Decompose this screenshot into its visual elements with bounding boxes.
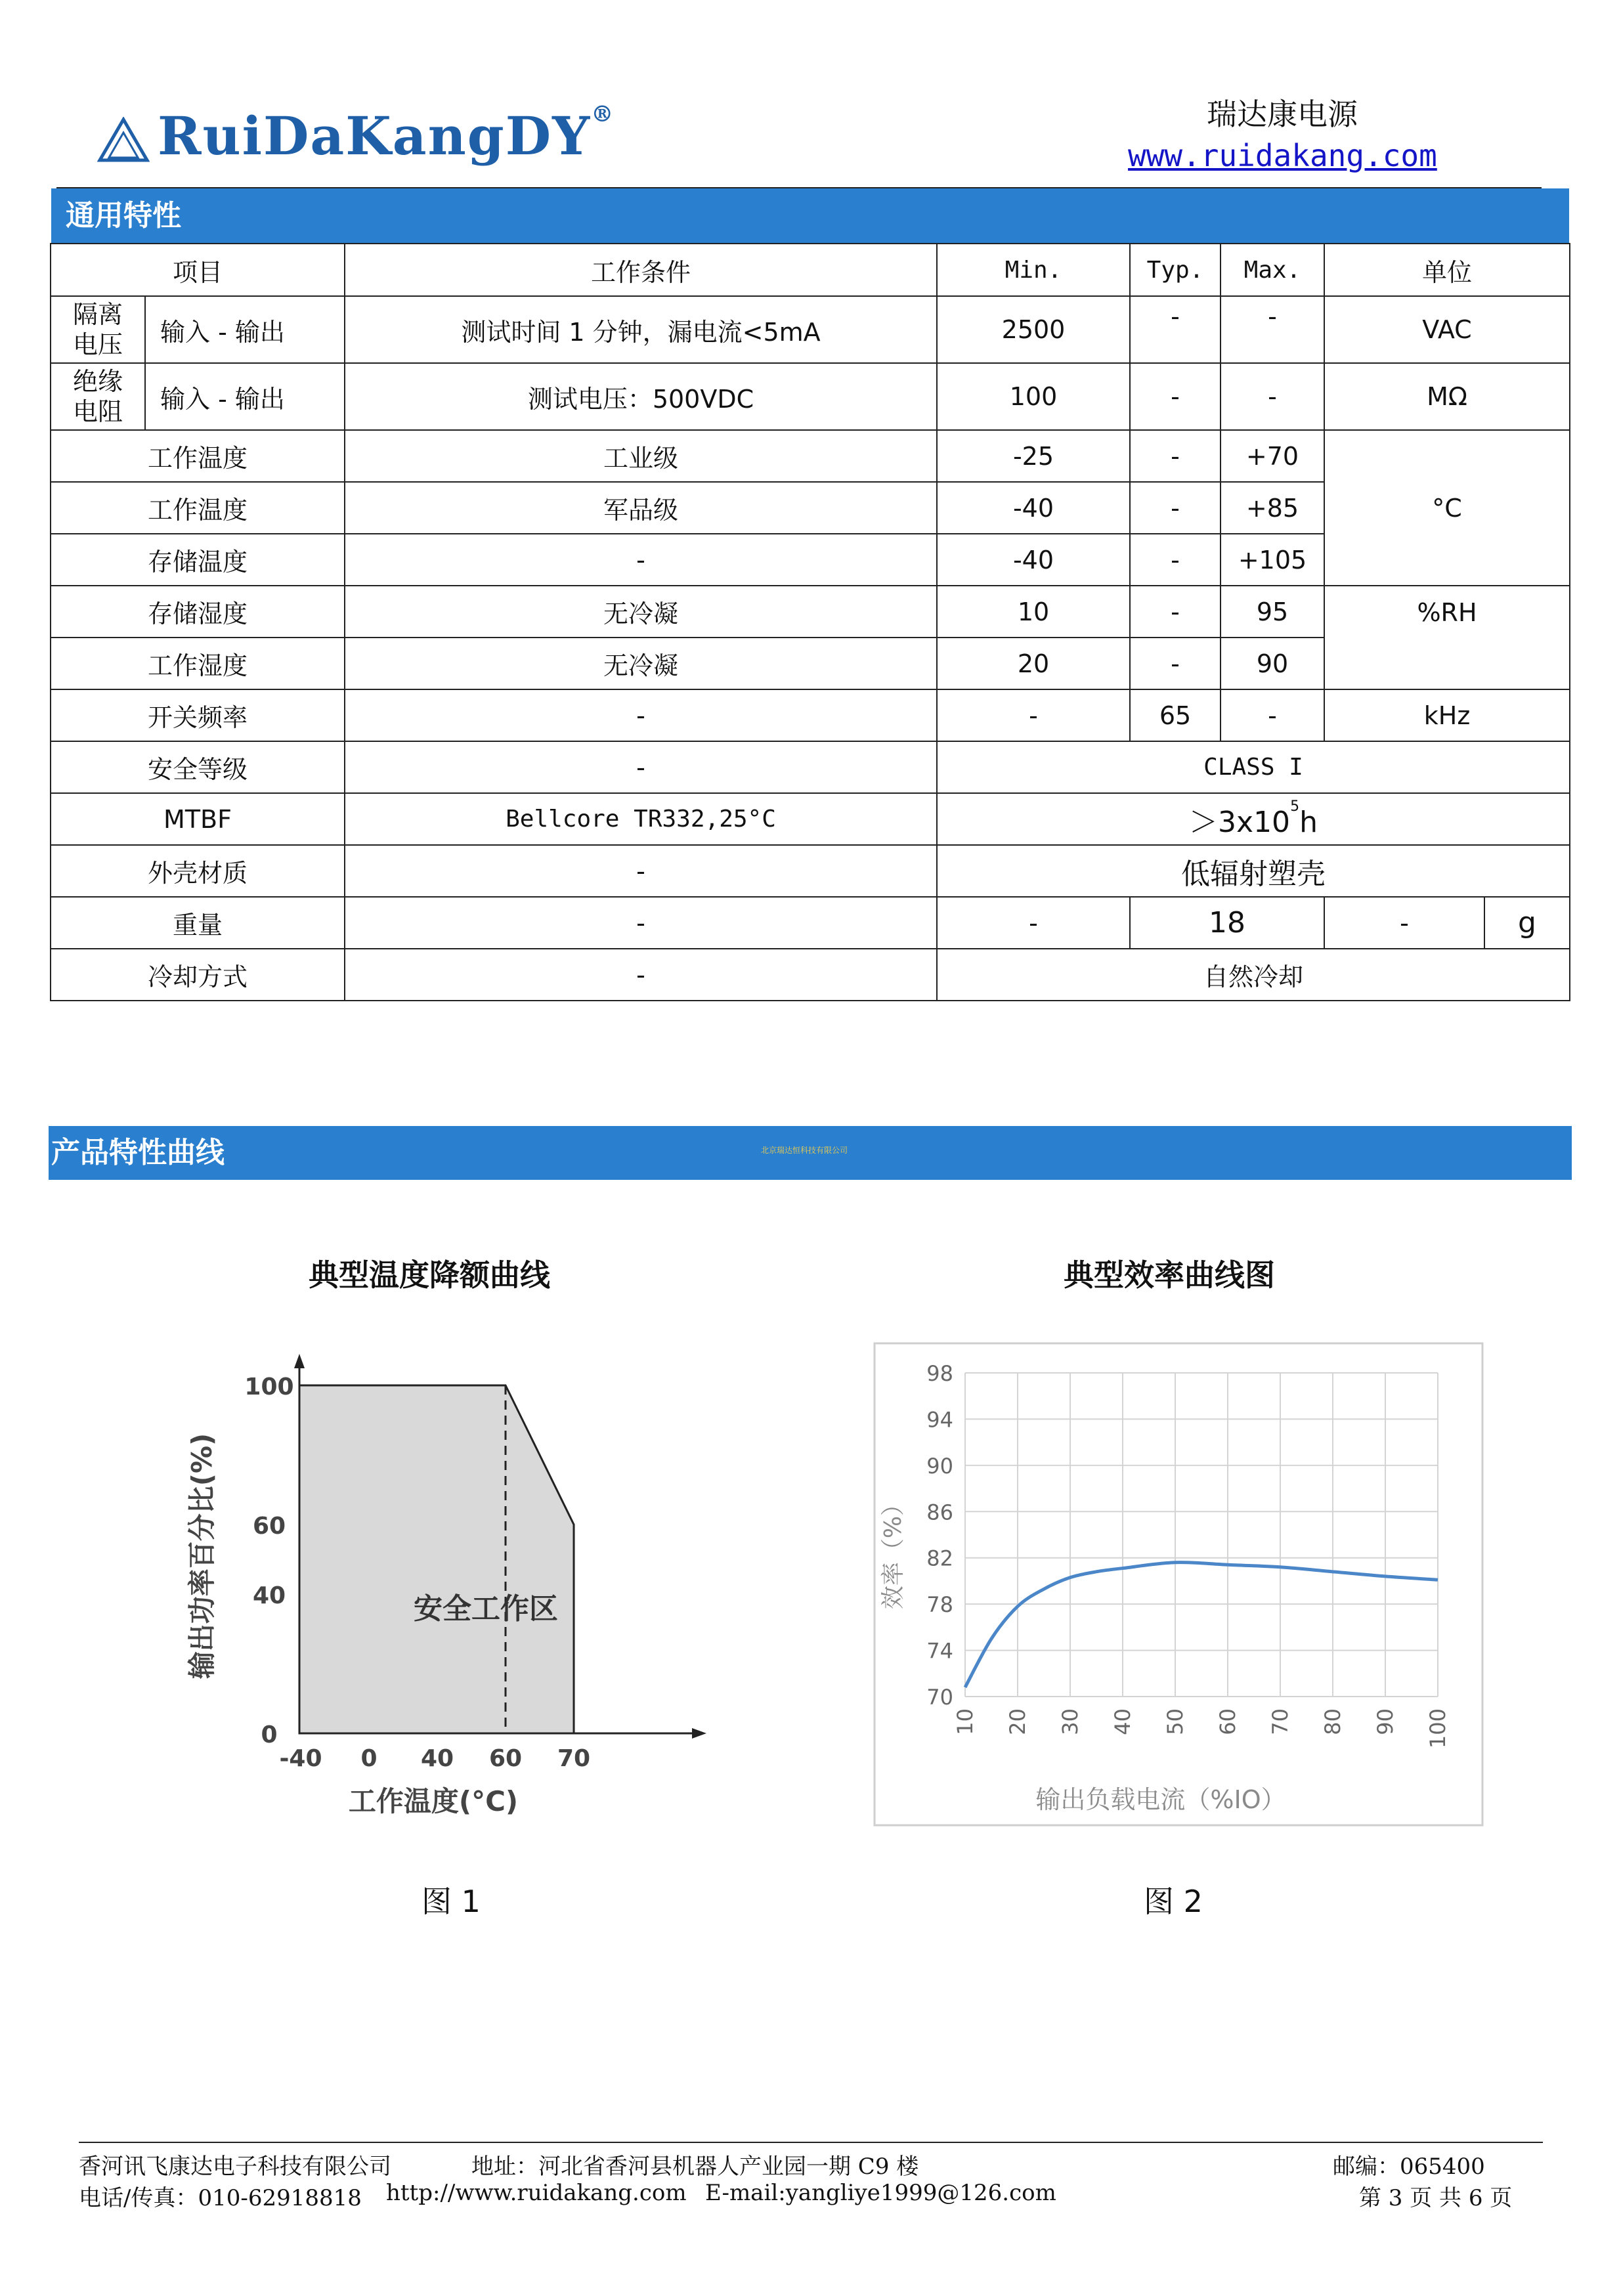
fig1-x-tick: 60 [488, 1745, 523, 1772]
isolation-voltage-unit: VAC [1324, 296, 1570, 363]
table-row [51, 741, 1570, 793]
weight-unit: g [1484, 897, 1570, 949]
op-humidity-min: 20 [937, 638, 1130, 689]
weight-min: - [937, 897, 1130, 949]
fig2-x-tick: 10 [953, 1708, 978, 1735]
storage-temp-max: +105 [1221, 534, 1324, 586]
mtbf-label: MTBF [51, 793, 345, 845]
fig1-x-tick: -40 [279, 1745, 322, 1772]
x-axis-arrow-icon [692, 1728, 706, 1739]
safety-class-condition: - [345, 741, 937, 793]
table-row [51, 363, 1570, 430]
humidity-unit: %RH [1324, 586, 1570, 689]
op-humidity-max: 90 [1221, 638, 1324, 689]
mtbf-condition: Bellcore TR332,25°C [345, 793, 937, 845]
insulation-resistance-label: 绝缘电阻 [51, 363, 145, 430]
footer-address: 地址：河北省香河县机器人产业园一期 C9 楼 [471, 2154, 919, 2180]
case-material-label: 外壳材质 [51, 845, 345, 897]
storage-temp-label: 存储温度 [51, 534, 345, 586]
company-logo [97, 101, 615, 177]
fig1-xlabel: 工作温度(°C) [348, 1785, 519, 1817]
footer-website[interactable]: http://www.ruidakang.com [386, 2180, 687, 2206]
op-temp-military-label: 工作温度 [51, 482, 345, 534]
table-row [51, 430, 1570, 482]
op-humidity-condition: 无冷凝 [345, 638, 937, 689]
isolation-voltage-typ: - [1130, 296, 1221, 363]
mtbf-value-prefix: ＞3x10 [1189, 805, 1291, 839]
insulation-resistance-max: - [1221, 363, 1324, 430]
table-row [51, 949, 1570, 1001]
footer-page-number: 第 3 页 共 6 页 [1359, 2185, 1513, 2211]
fig2-x-tick: 100 [1425, 1708, 1450, 1749]
efficiency-chart [873, 1342, 1484, 1828]
fig2-ylabel: 效率（%） [880, 1492, 907, 1610]
op-humidity-typ: - [1130, 638, 1221, 689]
fig1-y-tick: 60 [252, 1513, 286, 1540]
fig2-y-tick: 86 [926, 1500, 953, 1525]
insulation-resistance-typ: - [1130, 363, 1221, 430]
fig1-title: 典型温度降额曲线 [309, 1257, 550, 1293]
storage-humidity-min: 10 [937, 586, 1130, 638]
insulation-resistance-unit: MΩ [1324, 363, 1570, 430]
header-condition: 工作条件 [345, 244, 937, 296]
case-material-condition: - [345, 845, 937, 897]
isolation-voltage-label: 隔离电压 [51, 296, 145, 363]
fig2-x-tick: 40 [1110, 1708, 1135, 1735]
fig2-y-tick: 98 [926, 1361, 953, 1386]
op-temp-industrial-condition: 工业级 [345, 430, 937, 482]
switching-freq-typ: 65 [1130, 689, 1221, 741]
switching-freq-label: 开关频率 [51, 689, 345, 741]
footer-postcode: 邮编：065400 [1333, 2154, 1485, 2180]
registered-mark: ® [591, 101, 615, 127]
temperature-unit: °C [1324, 430, 1570, 586]
cooling-value: 自然冷却 [937, 949, 1570, 1001]
switching-freq-max: - [1221, 689, 1324, 741]
fig2-caption: 图 2 [1144, 1884, 1203, 1919]
fig2-y-tick: 78 [926, 1592, 953, 1618]
isolation-voltage-min: 2500 [937, 296, 1130, 363]
fig2-y-tick: 90 [926, 1453, 953, 1479]
switching-freq-condition: - [345, 689, 937, 741]
op-temp-industrial-max: +70 [1221, 430, 1324, 482]
table-row [51, 845, 1570, 897]
header-min: Min. [937, 244, 1130, 296]
op-temp-military-condition: 军品级 [345, 482, 937, 534]
safe-area-label: 安全工作区 [414, 1592, 558, 1626]
header-max: Max. [1221, 244, 1324, 296]
fig2-x-tick: 80 [1320, 1708, 1345, 1735]
header-unit: 单位 [1324, 244, 1570, 296]
derating-plot-area [244, 1354, 706, 1772]
derating-chart [171, 1339, 722, 1825]
isolation-voltage-condition: 测试时间 1 分钟，漏电流<5mA [345, 296, 937, 363]
op-temp-military-min: -40 [937, 482, 1130, 534]
op-temp-military-max: +85 [1221, 482, 1324, 534]
footer-company: 香河讯飞康达电子科技有限公司 [79, 2154, 391, 2180]
mtbf-value-exponent: 5 [1290, 798, 1300, 815]
fig2-x-tick: 50 [1163, 1708, 1188, 1735]
table-row [51, 897, 1570, 949]
op-temp-military-typ: - [1130, 482, 1221, 534]
storage-humidity-max: 95 [1221, 586, 1324, 638]
fig1-y-tick: 0 [261, 1722, 278, 1748]
logo-triangle-icon [97, 117, 150, 163]
table-header-row [51, 244, 1570, 296]
fig1-y-tick: 100 [244, 1374, 294, 1400]
weight-label: 重量 [51, 897, 345, 949]
fig2-y-tick: 70 [926, 1685, 953, 1710]
op-temp-industrial-typ: - [1130, 430, 1221, 482]
fig1-x-tick: 0 [360, 1745, 378, 1772]
logo-text: RuiDaKangDY [158, 105, 592, 167]
website-link[interactable]: www.ruidakang.com [1128, 138, 1437, 173]
section-title-curves-text: 产品特性曲线 [51, 1136, 225, 1169]
isolation-voltage-max: - [1221, 296, 1324, 363]
insulation-resistance-condition: 测试电压：500VDC [345, 363, 937, 430]
cooling-label: 冷却方式 [51, 949, 345, 1001]
switching-freq-unit: kHz [1324, 689, 1570, 741]
fig2-y-tick: 82 [926, 1546, 953, 1571]
case-material-value: 低辐射塑壳 [937, 845, 1570, 897]
fig2-x-tick: 70 [1268, 1708, 1293, 1735]
table-row [51, 296, 1570, 363]
header-item: 项目 [51, 244, 345, 296]
switching-freq-min: - [937, 689, 1130, 741]
fig1-caption: 图 1 [421, 1884, 481, 1919]
isolation-voltage-sub: 输入 - 输出 [145, 296, 345, 363]
weight-max: - [1324, 897, 1484, 949]
watermark-text: 北京瑞达恒科技有限公司 [761, 1146, 848, 1155]
footer-divider [79, 2142, 1543, 2143]
insulation-resistance-min: 100 [937, 363, 1130, 430]
op-humidity-label: 工作湿度 [51, 638, 345, 689]
safety-class-label: 安全等级 [51, 741, 345, 793]
storage-temp-min: -40 [937, 534, 1130, 586]
op-temp-industrial-min: -25 [937, 430, 1130, 482]
fig2-xlabel: 输出负载电流（%IO） [1035, 1785, 1286, 1814]
insulation-resistance-sub: 输入 - 输出 [145, 363, 345, 430]
fig1-ylabel: 输出功率百分比(%) [186, 1433, 218, 1679]
storage-humidity-typ: - [1130, 586, 1221, 638]
section-title-curves [49, 1126, 1572, 1180]
fig1-x-tick: 70 [557, 1745, 591, 1772]
storage-temp-condition: - [345, 534, 937, 586]
fig2-x-tick: 60 [1215, 1708, 1240, 1735]
fig1-y-tick: 40 [252, 1582, 286, 1609]
op-temp-industrial-label: 工作温度 [51, 430, 345, 482]
cooling-condition: - [345, 949, 937, 1001]
fig2-x-tick: 90 [1373, 1708, 1398, 1735]
fig1-x-tick: 40 [420, 1745, 454, 1772]
mtbf-value [937, 793, 1570, 845]
derating-area [299, 1385, 574, 1733]
footer-email[interactable]: E-mail:yangliye1999@126.com [705, 2180, 1056, 2206]
company-name-cn: 瑞达康电源 [1207, 97, 1358, 132]
table-row [51, 586, 1570, 638]
storage-humidity-label: 存储湿度 [51, 586, 345, 638]
mtbf-value-suffix: h [1299, 805, 1318, 839]
table-row [51, 689, 1570, 741]
header-typ: Typ. [1130, 244, 1221, 296]
section-title-general: 通用特性 [51, 188, 1569, 244]
footer-phone: 电话/传真：010-62918818 [79, 2185, 362, 2211]
table-row [51, 793, 1570, 845]
fig2-x-tick: 30 [1058, 1708, 1083, 1735]
weight-typ: 18 [1130, 897, 1324, 949]
safety-class-value: CLASS I [937, 741, 1570, 793]
fig2-y-tick: 74 [926, 1638, 953, 1664]
fig2-y-tick: 94 [926, 1407, 953, 1433]
fig2-title: 典型效率曲线图 [1064, 1257, 1275, 1293]
spec-table [50, 243, 1570, 1001]
storage-humidity-condition: 无冷凝 [345, 586, 937, 638]
fig2-x-tick: 20 [1005, 1708, 1030, 1735]
storage-temp-typ: - [1130, 534, 1221, 586]
weight-condition: - [345, 897, 937, 949]
